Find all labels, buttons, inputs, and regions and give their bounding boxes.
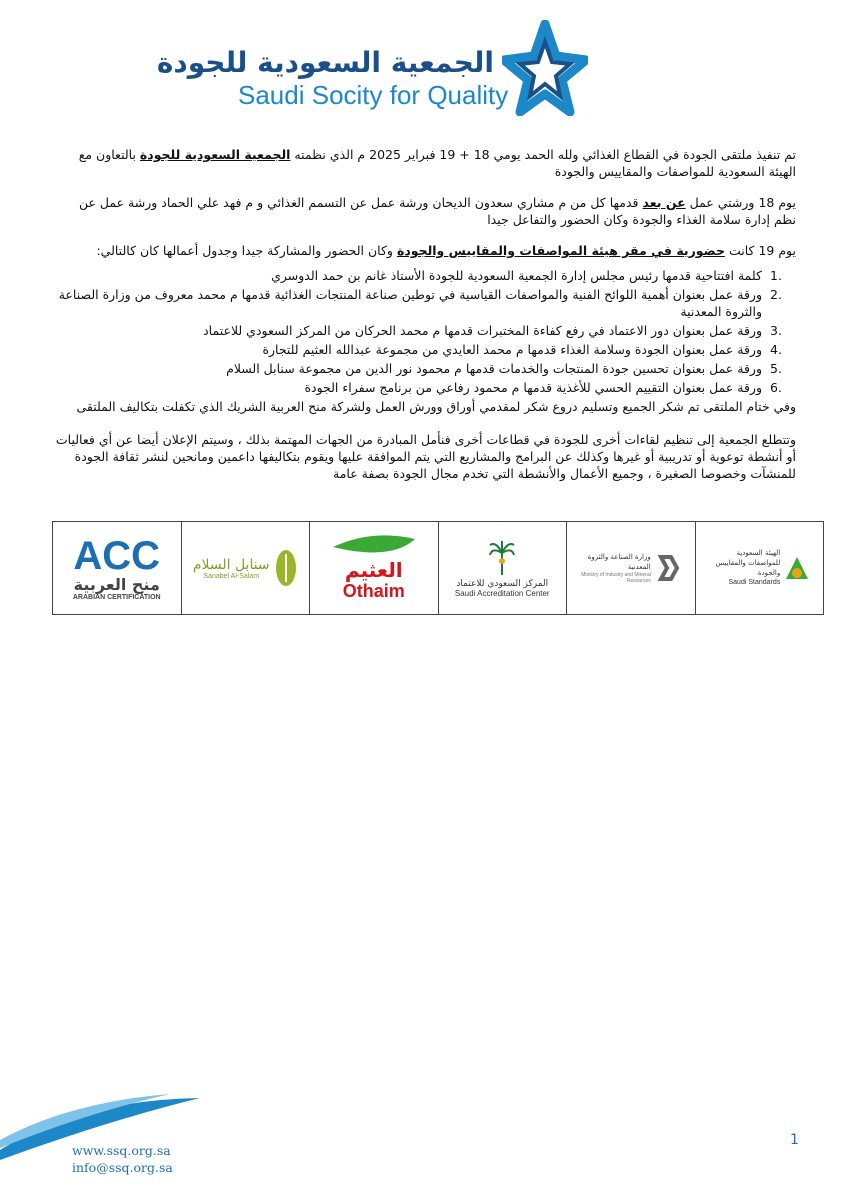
partner-ar-name: الهيئة السعودية للمواصفات والمقاييس والجودة — [715, 549, 781, 577]
item-text: ورقة عمل بعنوان تحسين جودة المنتجات والخدمات قدمها م محمود نور الدين من مجموعة سنابل السلام — [226, 361, 762, 376]
wheat-icon — [274, 548, 298, 588]
partner-othaim — [309, 522, 438, 614]
logo-arabic-text: الجمعية السعودية للجودة — [156, 46, 494, 79]
item-text: كلمة افتتاحية قدمها رئيس مجلس إدارة الجمعية السعودية للجودة الأستاذ غانم بن حمد الدوسري — [271, 268, 762, 283]
partner-ar-name: منح العربية — [73, 574, 160, 594]
star-logo-icon — [502, 20, 588, 116]
intro-paragraph — [54, 146, 796, 180]
item-number: 5. — [770, 361, 782, 376]
item-number: 3. — [770, 323, 782, 338]
partner-en-name: ARABIAN CERTIFICATION — [72, 593, 161, 601]
item-text: ورقة عمل بعنوان الجودة وسلامة الغذاء قدمها م محمد العايدي من مجموعة عبدالله العثيم للتجارة — [262, 342, 762, 357]
partner-acc — [53, 522, 181, 614]
partner-ar-name: المركز السعودي للاعتماد — [456, 578, 549, 589]
partner-en-name: Othaim — [342, 581, 405, 601]
email-link[interactable]: info@ssq.org.sa — [72, 1160, 173, 1175]
remote-label: عن بعد — [642, 195, 686, 210]
closing-paragraph: وفي ختام الملتقى تم شكر الجميع وتسليم دروع شكر لمقدمي أوراق وورش العمل ولشركة منح العربية الشريك الذي تكفلت بتكاليف الملتقى — [76, 399, 796, 414]
saso-icon — [784, 555, 810, 581]
footer-contact — [72, 1142, 173, 1176]
palm-icon — [488, 539, 516, 577]
list-item — [54, 267, 782, 284]
day2-text-2: وكان الحضور والمشاركة جيدا وجدول أعمالها كان كالتالي: — [96, 243, 397, 258]
item-number: 6. — [770, 380, 782, 395]
intro-text-1: تم تنفيذ ملتقى الجودة في القطاع الغذائي ولله الحمد يومي 18 + 19 فبراير 2025 م الذي نظمته — [290, 147, 796, 162]
item-text: ورقة عمل بعنوان دور الاعتماد في رفع كفاءة المختبرات قدمها م محمد الحركان من المركز السعودي للاعتماد — [203, 323, 762, 338]
partner-ministry — [566, 522, 695, 614]
onsite-label: حضورية في مقر هيئة المواصفات والمقاييس والجودة — [396, 243, 725, 258]
partner-ar-name: سنابل السلام — [192, 556, 270, 573]
partner-en-name: Saudi Accreditation Center — [454, 588, 550, 598]
partner-accreditation — [438, 522, 567, 614]
item-number: 4. — [770, 342, 782, 357]
intro-text-2: بالتعاون مع الهيئة السعودية للمواصفات والمقاييس والجودة — [78, 147, 796, 179]
header-logo — [156, 20, 630, 120]
item-text: ورقة عمل بعنوان التقييم الحسي للأغذية قدمها م محمود رفاعي من برنامج سفراء الجودة — [304, 380, 762, 395]
list-item — [54, 322, 782, 339]
outlook-paragraph: وتتطلع الجمعية إلى تنظيم لقاءات أخرى للجودة في قطاعات أخرى فنأمل المبادرة من الجهات المهتمة بذلك ، وسيتم الإعلان أيضا عن أي فعاليات أو أنشطة توعوية أو تدريبية أو غيرها وكذلك عن البرامج والمشاريع التي يتم الموافقة عليها ويقوم بتكاليفها داعمين ومانحين لنشر ثقافة الجودة للمنشآت وخصوصا الصغيرة ، وجميع الأعمال والأنشطة التي تخدم مجال الجودة بصفة عامة — [55, 432, 796, 481]
partner-logos — [52, 521, 824, 615]
partner-en-name: Saudi Standards — [728, 579, 781, 586]
list-item — [54, 286, 782, 320]
item-number: 1. — [770, 268, 782, 283]
list-item — [54, 360, 782, 377]
partner-ar-name: وزارة الصناعة والثروة المعدنية — [587, 553, 651, 571]
org-name: الجمعية السعودية للجودة — [139, 147, 291, 162]
page-number: 1 — [790, 1132, 799, 1148]
item-text: ورقة عمل بعنوان أهمية اللوائح الفنية والمواصفات القياسية في توطين صناعة المنتجات الغذائية قدمها م محمد معروف من وزارة الصناعة والثروة المعدنية — [58, 287, 762, 319]
leaf-icon — [331, 535, 417, 559]
partner-sanabel — [181, 522, 310, 614]
partner-ar-name: العثيم — [344, 558, 403, 582]
partner-en-name: Ministry of Industry and Mineral Resources — [581, 572, 651, 584]
day1-paragraph — [54, 194, 796, 228]
partner-en-name: Sanabel Al-Salam — [203, 572, 260, 580]
report-body — [54, 146, 796, 496]
agenda-list — [54, 267, 796, 396]
day1-text-2: قدمها كل من م مشاري سعدون الديحان ورشة عمل عن التسمم الغذائي و م فهد علي الحماد ورشة عمل عن نظم إدارة سلامة الغذاء والجودة وكان الحضور والتفاعل جيدا — [78, 195, 796, 227]
day2-paragraph — [54, 242, 796, 259]
logo-english-text: Saudi Socity for Quality — [238, 80, 509, 110]
website-link[interactable]: www.ssq.org.sa — [72, 1143, 171, 1158]
acc-brand-mark: ACC — [73, 533, 161, 578]
list-item — [54, 379, 782, 396]
ministry-icon — [657, 553, 681, 583]
partner-saso — [695, 522, 824, 614]
item-number: 2. — [770, 287, 782, 302]
day1-text-1: يوم 18 ورشتي عمل — [685, 195, 796, 210]
list-item — [54, 341, 782, 358]
day2-text-1: يوم 19 كانت — [724, 243, 796, 258]
